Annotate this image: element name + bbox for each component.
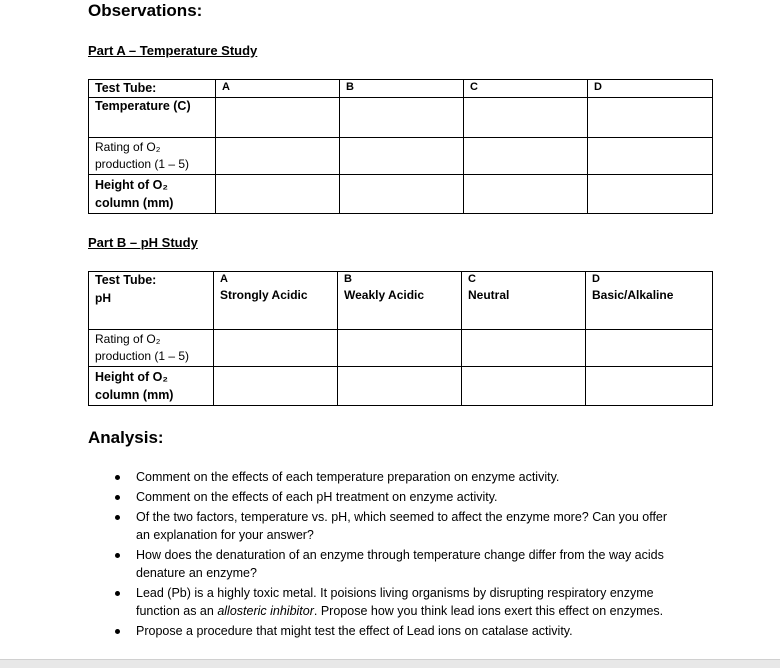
list-item: How does the denaturation of an enzyme through temperature change differ from the way acids denature an enzyme? xyxy=(112,546,672,582)
list-item: Comment on the effects of each pH treatment on enzyme activity. xyxy=(112,488,672,506)
data-cell[interactable] xyxy=(216,138,340,175)
ph-table xyxy=(88,271,713,406)
part-a-heading: Part A – Temperature Study xyxy=(88,43,258,58)
column-letter: D xyxy=(592,273,600,285)
column-header xyxy=(462,272,586,330)
list-item-text: Lead (Pb) is a highly toxic metal. It poisions living organisms by disrupting respiratory enzyme function as an xyxy=(136,586,654,618)
data-cell[interactable] xyxy=(464,98,588,138)
row-label: Rating of O₂ production (1 – 5) xyxy=(89,138,216,175)
column-header: A xyxy=(216,80,340,98)
ph-condition: Basic/Alkaline xyxy=(592,288,674,302)
part-b-heading: Part B – pH Study xyxy=(88,235,198,250)
column-header xyxy=(338,272,462,330)
data-cell[interactable] xyxy=(586,330,713,367)
table-row xyxy=(89,330,713,367)
table-row xyxy=(89,272,713,330)
column-header xyxy=(586,272,713,330)
list-item: Of the two factors, temperature vs. pH, which seemed to affect the enzyme more? Can you offer an explanation for your answer? xyxy=(112,508,672,544)
data-cell[interactable] xyxy=(338,367,462,406)
column-letter: B xyxy=(344,273,352,285)
ph-condition: Strongly Acidic xyxy=(220,288,308,302)
row-label: Height of O₂ column (mm) xyxy=(89,175,216,214)
data-cell[interactable] xyxy=(340,98,464,138)
data-cell[interactable] xyxy=(216,98,340,138)
test-tube-label: Test Tube: xyxy=(95,273,157,287)
row-label: Temperature (C) xyxy=(89,98,216,138)
data-cell[interactable] xyxy=(214,330,338,367)
data-cell[interactable] xyxy=(464,138,588,175)
column-header: B xyxy=(340,80,464,98)
data-cell[interactable] xyxy=(586,367,713,406)
data-cell[interactable] xyxy=(462,367,586,406)
row-label: Rating of O₂ production (1 – 5) xyxy=(89,330,214,367)
data-cell[interactable] xyxy=(216,175,340,214)
data-cell[interactable] xyxy=(462,330,586,367)
ph-condition: Neutral xyxy=(468,288,510,302)
data-cell[interactable] xyxy=(464,175,588,214)
temperature-table xyxy=(88,79,713,214)
data-cell[interactable] xyxy=(340,138,464,175)
data-cell[interactable] xyxy=(588,175,713,214)
table-row xyxy=(89,98,713,138)
observations-heading: Observations: xyxy=(88,1,203,20)
analysis-heading: Analysis: xyxy=(88,428,164,447)
column-letter: A xyxy=(220,273,228,285)
list-item-emphasis: allosteric inhibitor xyxy=(217,604,314,618)
data-cell[interactable] xyxy=(338,330,462,367)
column-header: C xyxy=(464,80,588,98)
row-label: Height of O₂ column (mm) xyxy=(89,367,214,406)
test-tube-label: Test Tube: xyxy=(89,80,216,98)
table-row xyxy=(89,138,713,175)
table-row xyxy=(89,175,713,214)
column-header xyxy=(214,272,338,330)
table-row xyxy=(89,367,713,406)
data-cell[interactable] xyxy=(214,367,338,406)
column-letter: C xyxy=(468,273,476,285)
data-cell[interactable] xyxy=(588,98,713,138)
ph-condition: Weakly Acidic xyxy=(344,288,425,302)
data-cell[interactable] xyxy=(588,138,713,175)
data-cell[interactable] xyxy=(340,175,464,214)
column-header: D xyxy=(588,80,713,98)
list-item xyxy=(112,584,672,620)
row-label-cell xyxy=(89,272,214,330)
analysis-list xyxy=(112,468,672,642)
ph-label: pH xyxy=(95,291,111,305)
list-item: Comment on the effects of each temperature preparation on enzyme activity. xyxy=(112,468,672,486)
table-row xyxy=(89,80,713,98)
list-item-text: . Propose how you think lead ions exert this effect on enzymes. xyxy=(313,604,664,618)
list-item: Propose a procedure that might test the effect of Lead ions on catalase activity. xyxy=(112,622,672,640)
